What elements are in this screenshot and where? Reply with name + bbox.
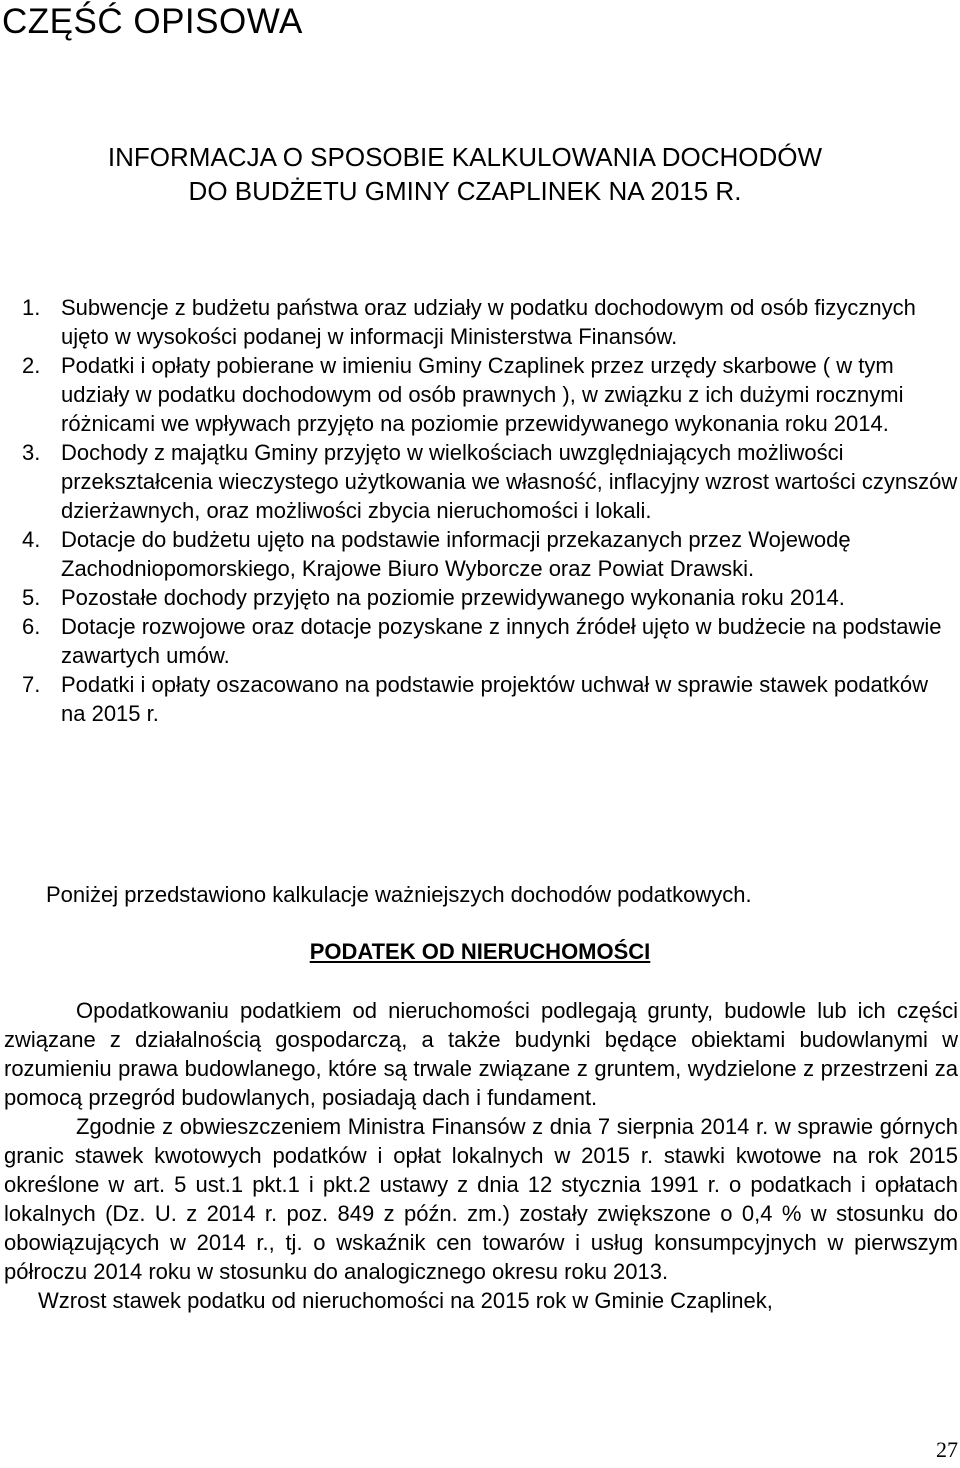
information-title-line-2: DO BUDŻETU GMINY CZAPLINEK NA 2015 R. xyxy=(188,176,742,206)
list-item xyxy=(0,438,960,525)
section-heading: PODATEK OD NIERUCHOMOŚCI xyxy=(309,939,651,964)
list-item xyxy=(0,670,960,728)
list-item xyxy=(0,525,960,583)
paragraph: Wzrost stawek podatku od nieruchomości na 2015 rok w Gminie Czaplinek, xyxy=(38,1288,773,1313)
list-item-text: Podatki i opłaty pobierane w imieniu Gminy Czaplinek przez urzędy skarbowe ( w tym udziały w podatku dochodowym od osób prawnych ), w związku z ich dużymi rocznymi różnicami we wpływach przyjęto na poziomie przewidywanego wykonania roku 2014. xyxy=(61,353,904,436)
list-item xyxy=(0,612,960,670)
list-item-number: 2. xyxy=(22,353,41,378)
list-item-number: 4. xyxy=(22,527,41,552)
list-item-number: 1. xyxy=(22,295,41,320)
paragraph: Zgodnie z obwieszczeniem Ministra Finansów z dnia 7 sierpnia 2014 r. w sprawie górnych granic stawek kwotowych podatków i opłat lokalnych w 2015 r. stawki kwotowe na rok 2015 określone w art. 5 ust.1 pkt.1 i pkt.2 ustawy z dnia 12 stycznia 1991 r. o podatkach i opłatach lokalnych (Dz. U. z 2014 r. poz. 849 z późn. zm.) zostały zwiększone o 0,4 % w stosunku do obowiązujących w 2014 r., tj. o wskaźnik cen towarów i usług konsumpcyjnych w pierwszym półroczu 2014 roku w stosunku do analogicznego okresu roku 2013. xyxy=(4,1114,958,1284)
page-title: CZĘŚĆ OPISOWA xyxy=(2,2,303,41)
list-item xyxy=(0,583,960,612)
list-item-number: 6. xyxy=(22,614,41,639)
list-item-text: Subwencje z budżetu państwa oraz udziały w podatku dochodowym od osób fizycznych ujęto w wysokości podanej w informacji Ministerstwa Finansów. xyxy=(61,295,916,349)
information-title-line-1: INFORMACJA O SPOSOBIE KALKULOWANIA DOCHODÓW xyxy=(107,142,823,172)
information-title xyxy=(0,140,930,208)
list-item xyxy=(0,351,960,438)
list-item-text: Dochody z majątku Gminy przyjęto w wielkościach uwzględniających możliwości przekształcenia wieczystego użytkowania we własność, inflacyjny wzrost wartości czynszów dzierżawnych, oraz możliwości zbycia nieruchomości i lokali. xyxy=(61,440,958,523)
list-item xyxy=(0,293,960,351)
list-item-text: Dotacje rozwojowe oraz dotacje pozyskane z innych źródeł ujęto w budżecie na podstawie zawartych umów. xyxy=(61,614,942,668)
numbered-list xyxy=(0,293,960,728)
page-number: 27 xyxy=(936,1437,958,1462)
section-body xyxy=(4,996,958,1315)
list-item-number: 3. xyxy=(22,440,41,465)
calculation-intro: Poniżej przedstawiono kalkulacje ważniejszych dochodów podatkowych. xyxy=(46,882,752,907)
list-item-text: Podatki i opłaty oszacowano na podstawie projektów uchwał w sprawie stawek podatków na 2015 r. xyxy=(61,672,929,726)
list-item-number: 5. xyxy=(22,585,41,610)
list-item-text: Pozostałe dochody przyjęto na poziomie przewidywanego wykonania roku 2014. xyxy=(61,585,845,610)
list-item-number: 7. xyxy=(22,672,41,697)
list-item-text: Dotacje do budżetu ujęto na podstawie informacji przekazanych przez Wojewodę Zachodniopomorskiego, Krajowe Biuro Wyborcze oraz Powiat Drawski. xyxy=(61,527,851,581)
paragraph: Opodatkowaniu podatkiem od nieruchomości podlegają grunty, budowle lub ich części związane z działalnością gospodarczą, a także budynki będące obiektami budowlanymi w rozumieniu prawa budowlanego, które są trwale związane z gruntem, wydzielone z przestrzeni za pomocą przegród budowlanych, posiadają dach i fundament. xyxy=(4,998,958,1110)
